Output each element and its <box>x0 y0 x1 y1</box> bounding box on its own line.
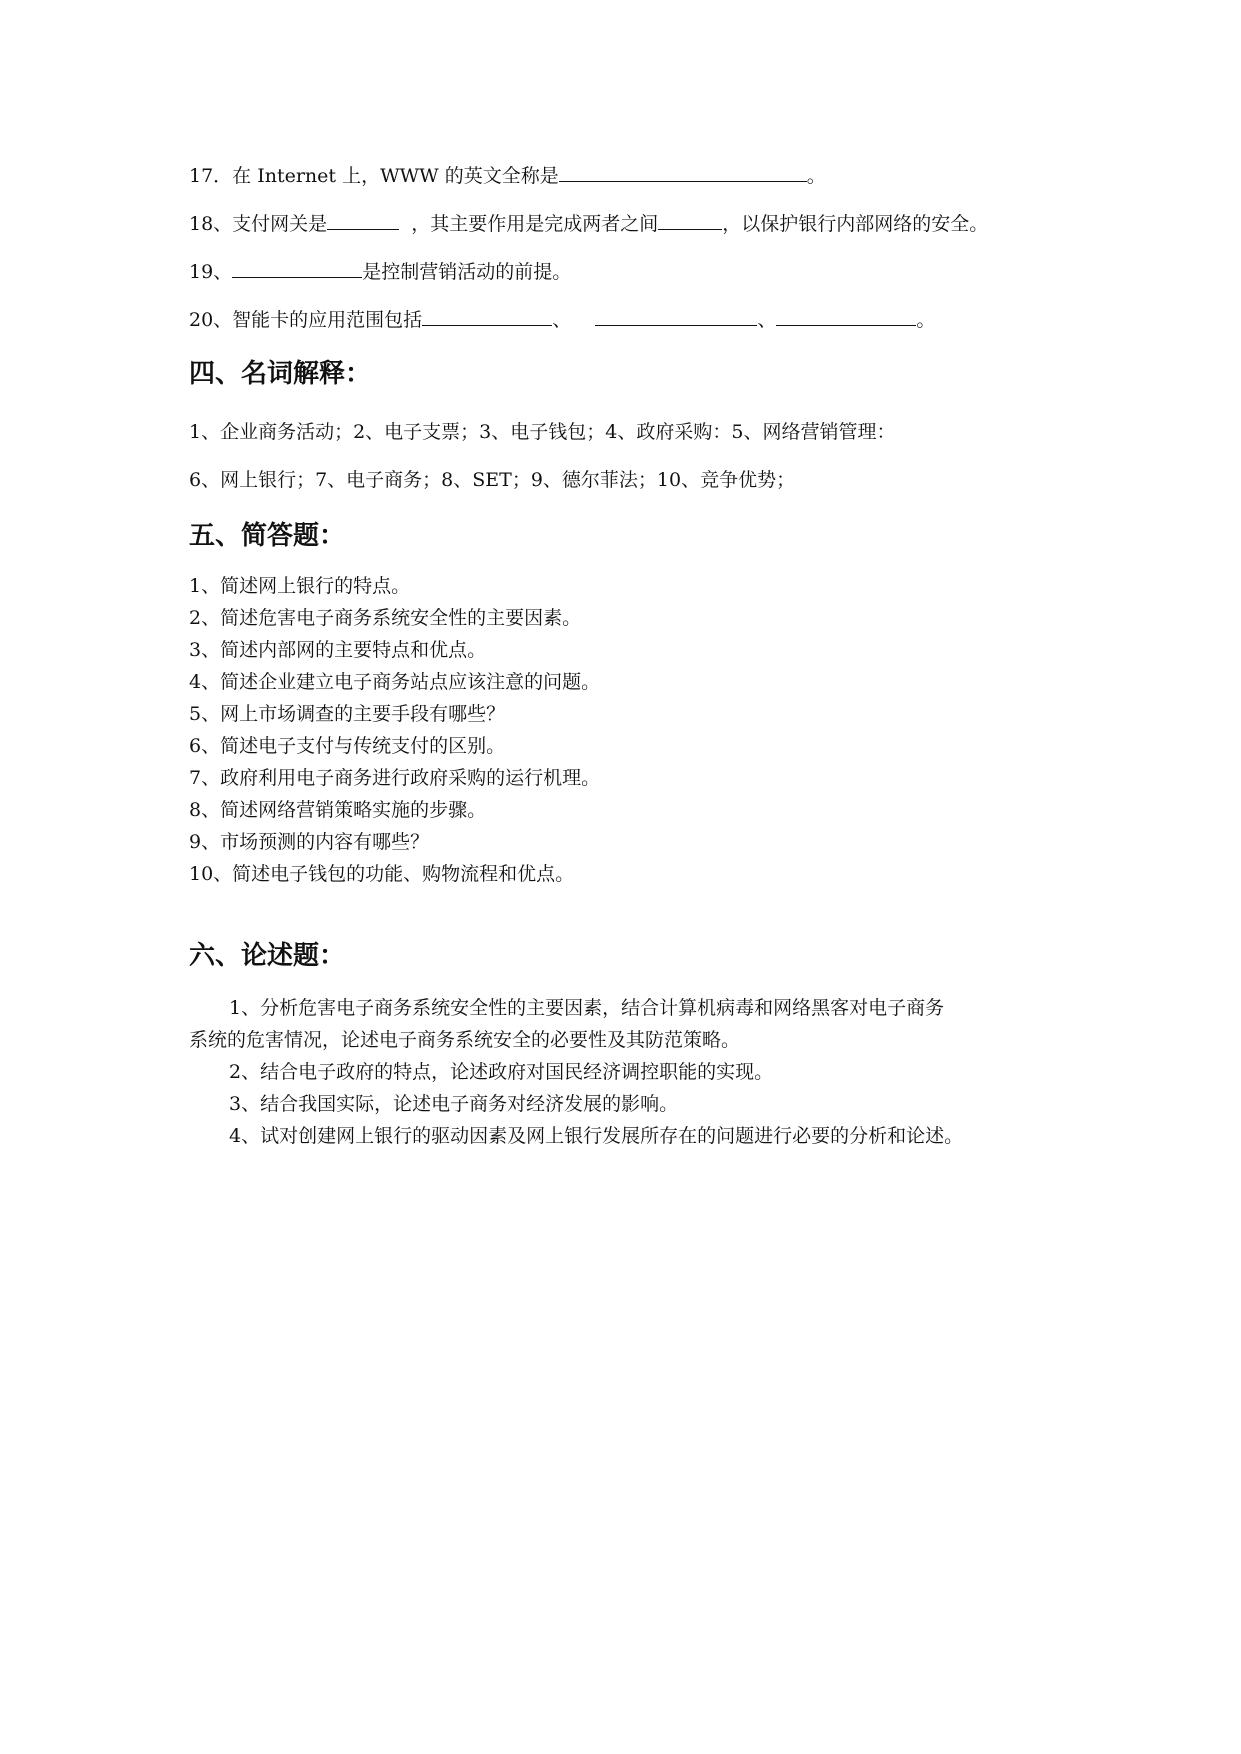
question-19 <box>189 258 571 284</box>
section-4-line-1: 1、企业商务活动；2、电子支票；3、电子钱包；4、政府采购：5、网络营销管理： <box>189 421 896 443</box>
q18-blank-1 <box>327 210 399 230</box>
short-answer-item: 1、简述网上银行的特点。 <box>189 575 411 597</box>
essay-item-1-line-1: 1、分析危害电子商务系统安全性的主要因素，结合计算机病毒和网络黑客对电子商务 <box>229 997 945 1019</box>
short-answer-item: 6、简述电子支付与传统支付的区别。 <box>189 735 506 757</box>
section-4-heading: 四、名词解释： <box>189 359 372 389</box>
section-5-heading: 五、简答题： <box>189 521 346 551</box>
q20-blank-3 <box>776 306 916 326</box>
essay-item-1-line-2: 系统的危害情况，论述电子商务系统安全的必要性及其防范策略。 <box>189 1029 741 1051</box>
q17-blank <box>559 162 807 182</box>
short-answer-item: 10、简述电子钱包的功能、购物流程和优点。 <box>189 863 575 885</box>
essay-item-2: 2、结合电子政府的特点，论述政府对国民经济调控职能的实现。 <box>229 1061 774 1083</box>
section-4-line-2: 6、网上银行；7、电子商务；8、SET；9、德尔菲法；10、竞争优势； <box>189 469 796 491</box>
q17-end: 。 <box>806 165 826 187</box>
short-answer-item: 4、简述企业建立电子商务站点应该注意的问题。 <box>189 671 601 693</box>
essay-item-4: 4、试对创建网上银行的驱动因素及网上银行发展所存在的问题进行必要的分析和论述。 <box>229 1125 964 1147</box>
essay-item-3: 3、结合我国实际，论述电子商务对经济发展的影响。 <box>229 1093 679 1115</box>
question-17 <box>189 162 826 188</box>
q18-text: 18、支付网关是 <box>189 213 328 235</box>
short-answer-item: 3、简述内部网的主要特点和优点。 <box>189 639 487 661</box>
short-answer-item: 9、市场预测的内容有哪些？ <box>189 831 430 853</box>
q17-text: 17．在 Internet 上，WWW 的英文全称是 <box>189 165 559 187</box>
short-answer-item: 5、网上市场调查的主要手段有哪些？ <box>189 703 506 725</box>
q18-blank-2 <box>658 210 722 230</box>
q19-text-2: 是控制营销活动的前提。 <box>362 261 572 283</box>
q19-text: 19、 <box>189 261 233 283</box>
q18-text-3: ，以保护银行内部网络的安全。 <box>722 213 989 235</box>
question-20 <box>189 306 935 332</box>
short-answer-item: 7、政府利用电子商务进行政府采购的运行机理。 <box>189 767 601 789</box>
q20-sep-1: 、 <box>552 309 572 331</box>
short-answer-item: 8、简述网络营销策略实施的步骤。 <box>189 799 487 821</box>
q20-blank-1 <box>422 306 552 326</box>
q19-blank <box>232 258 362 278</box>
q20-text: 20、智能卡的应用范围包括 <box>189 309 423 331</box>
q20-end: 。 <box>916 309 936 331</box>
q20-sep-2: 、 <box>757 309 777 331</box>
question-18 <box>189 210 988 236</box>
section-6-heading: 六、论述题： <box>189 941 346 971</box>
q20-blank-2 <box>595 306 757 326</box>
short-answer-item: 2、简述危害电子商务系统安全性的主要因素。 <box>189 607 582 629</box>
q18-text-2: ，其主要作用是完成两者之间 <box>411 213 659 235</box>
